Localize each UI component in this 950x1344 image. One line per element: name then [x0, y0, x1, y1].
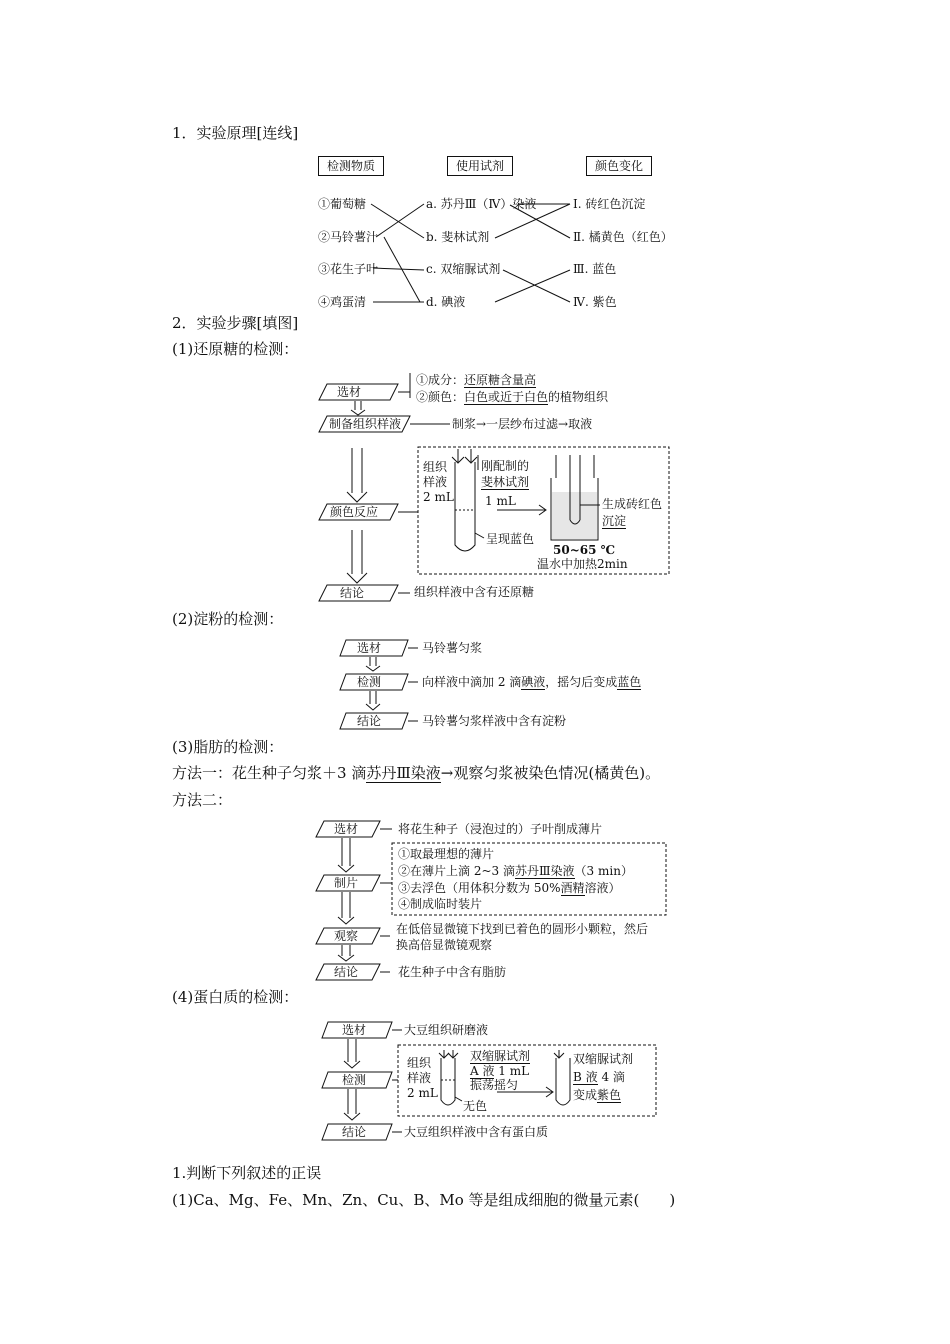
sugar-conclusion: 组织样液中含有还原糖 — [414, 585, 535, 599]
section-1-title: 1．实验原理[连线] — [172, 124, 299, 142]
color-3: Ⅲ. 蓝色 — [573, 262, 617, 276]
fat-step-slide: 制片 — [334, 876, 359, 890]
fat-method-2: 方法二： — [172, 791, 233, 809]
result-label-2: 沉淀 — [602, 514, 627, 528]
sugar-component: ①成分：还原糖含量高 — [416, 373, 537, 387]
substance-1: ①葡萄糖 — [318, 197, 367, 211]
temp-label: 50~65 ℃ — [553, 543, 616, 557]
sugar-heading: (1)还原糖的检测： — [172, 340, 299, 358]
color-1: Ⅰ. 砖红色沉淀 — [573, 197, 646, 211]
fat-conclusion: 花生种子中含有脂肪 — [398, 965, 507, 979]
header-color: 颜色变化 — [586, 156, 652, 176]
substance-2: ②马铃薯汁 — [318, 230, 379, 244]
fat-step-conclusion: 结论 — [334, 965, 359, 979]
fat-step-select: 选材 — [334, 822, 359, 836]
protein-conclusion: 大豆组织样液中含有蛋白质 — [404, 1125, 549, 1139]
sugar-step-prepare: 制备组织样液 — [329, 417, 402, 431]
question-title: 1.判断下列叙述的正误 — [172, 1164, 322, 1182]
substance-4: ④鸡蛋清 — [318, 295, 367, 309]
protein-tube-1: 组织 — [407, 1056, 432, 1070]
protein-tube-2: 样液 — [407, 1071, 432, 1085]
fat-select-note: 将花生种子（浸泡过的）子叶削成薄片 — [398, 822, 603, 836]
reagent-a: a. 苏丹Ⅲ（Ⅳ）染液 — [426, 197, 537, 211]
reagent-label-3: 1 mL — [485, 494, 516, 508]
color-2: Ⅱ. 橘黄色（红色） — [573, 230, 673, 244]
reagent-label-2: 斐林试剂 — [481, 475, 530, 489]
fat-step-observe: 观察 — [334, 929, 359, 943]
sugar-step-conclusion: 结论 — [340, 586, 365, 600]
protein-b-1: 双缩脲试剂 — [573, 1052, 634, 1066]
blue-label: 呈现蓝色 — [486, 532, 535, 546]
header-substance: 检测物质 — [318, 156, 384, 176]
result-label-1: 生成砖红色 — [602, 497, 663, 511]
reagent-b: b. 斐林试剂 — [426, 230, 490, 244]
sugar-step-select: 选材 — [337, 385, 362, 399]
protein-a-3: 振荡摇匀 — [470, 1078, 519, 1092]
protein-step-conclusion: 结论 — [342, 1125, 367, 1139]
question-1: (1)Ca、Mg、Fe、Mn、Zn、Cu、B、Mo 等是组成细胞的微量元素( ) — [172, 1191, 676, 1209]
protein-select-note: 大豆组织研磨液 — [404, 1023, 489, 1037]
sugar-step-reaction: 颜色反应 — [330, 505, 379, 519]
fat-slide-4: ④制成临时装片 — [398, 897, 483, 911]
tube-label-2: 样液 — [423, 475, 448, 489]
protein-b-3: 变成紫色 — [573, 1088, 622, 1102]
fat-heading: (3)脂肪的检测： — [172, 738, 284, 756]
color-4: Ⅳ. 紫色 — [573, 295, 617, 309]
tube-label-3: 2 mL — [423, 490, 454, 504]
starch-select-note: 马铃薯匀浆 — [422, 641, 483, 655]
tube-label-1: 组织 — [423, 460, 448, 474]
protein-heading: (4)蛋白质的检测： — [172, 988, 299, 1006]
reagent-label-1: 刚配制的 — [481, 459, 530, 473]
fat-slide-3: ③去浮色（用体积分数为 50%酒精溶液） — [398, 881, 621, 895]
protein-step-detect: 检测 — [342, 1073, 367, 1087]
starch-detect-note: 向样液中滴加 2 滴碘液，摇匀后变成蓝色 — [422, 675, 642, 689]
protein-tube-3: 2 mL — [407, 1086, 438, 1100]
substance-3: ③花生子叶 — [318, 262, 379, 276]
section-2-title: 2．实验步骤[填图] — [172, 314, 299, 332]
starch-step-conclusion: 结论 — [357, 714, 382, 728]
fat-method-1: 方法一：花生种子匀浆＋3 滴苏丹Ⅲ染液→观察匀浆被染色情况(橘黄色)。 — [172, 764, 661, 782]
protein-a-1: 双缩脲试剂 — [470, 1049, 531, 1063]
protein-none: 无色 — [463, 1099, 488, 1113]
protein-b-2: B 液 4 滴 — [573, 1070, 625, 1084]
fat-slide-1: ①取最理想的薄片 — [398, 847, 495, 861]
header-reagent: 使用试剂 — [447, 156, 513, 176]
sugar-prepare-note: 制浆→一层纱布过滤→取液 — [452, 417, 593, 431]
protein-a-2: A 液 1 mL — [470, 1064, 530, 1078]
reagent-c: c. 双缩脲试剂 — [426, 262, 501, 276]
reagent-d: d. 碘液 — [426, 295, 466, 309]
starch-step-detect: 检测 — [357, 675, 382, 689]
fat-slide-2: ②在薄片上滴 2~3 滴苏丹Ⅲ染液（3 min） — [398, 864, 633, 878]
starch-conclusion: 马铃薯匀浆样液中含有淀粉 — [422, 714, 567, 728]
protein-step-select: 选材 — [342, 1023, 367, 1037]
sugar-color: ②颜色：白色或近于白色的植物组织 — [416, 390, 609, 404]
starch-heading: (2)淀粉的检测： — [172, 610, 284, 628]
fat-observe-1: 在低倍显微镜下找到已着色的圆形小颗粒，然后 — [396, 922, 649, 936]
fat-observe-2: 换高倍显微镜观察 — [396, 938, 493, 952]
starch-step-select: 选材 — [357, 641, 382, 655]
heat-label: 温水中加热2min — [537, 557, 628, 571]
